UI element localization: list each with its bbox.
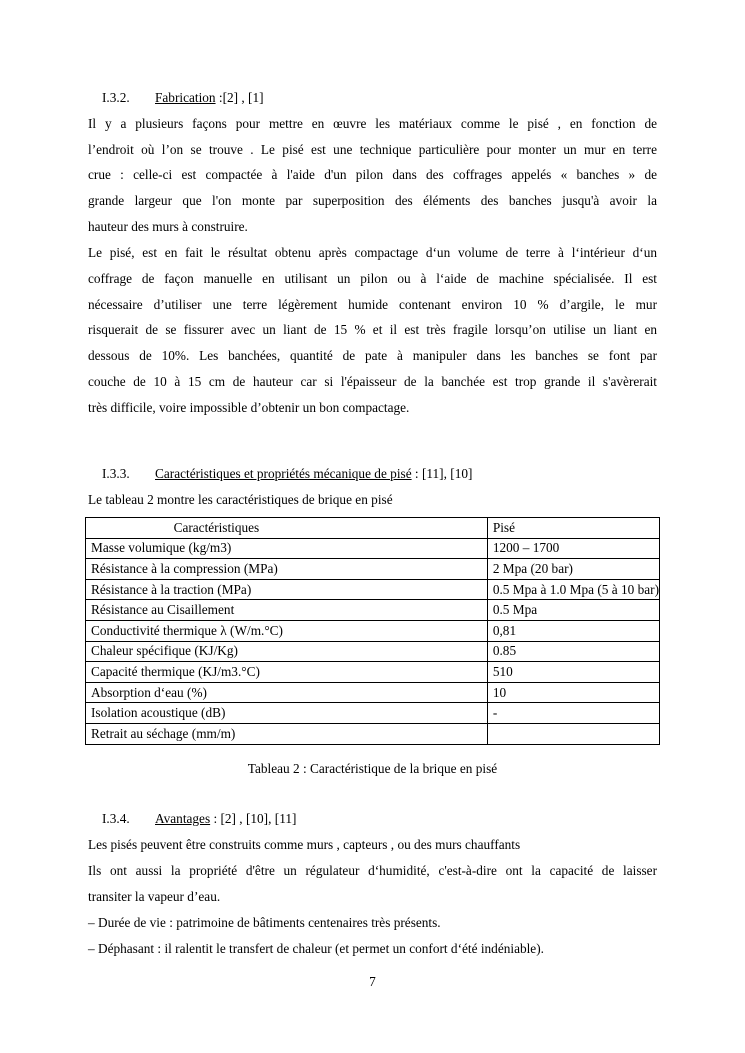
table-cell-value: 10: [487, 682, 659, 703]
list-item: – Déphasant : il ralentit le transfert de chaleur (et permet un confort d‘été indéniable).: [88, 941, 544, 956]
table-cell-value: 2 Mpa (20 bar): [487, 559, 659, 580]
paragraph-line: Les pisés peuvent être construits comme murs , capteurs , ou des murs chauffants: [88, 837, 521, 852]
table-cell-value: 0.5 Mpa à 1.0 Mpa (5 à 10 bar): [487, 579, 659, 600]
table-row: [86, 579, 660, 600]
table-cell-value: 0.5 Mpa: [487, 600, 659, 621]
paragraph-line: Le pisé, est en fait le résultat obtenu après compactage d‘un volume de terre à l‘intérieur d‘un: [88, 245, 657, 260]
paragraph-line: très difficile, voire impossible d’obtenir un bon compactage.: [88, 400, 410, 415]
paragraph-line: grande largeur que l'on monte par superposition des éléments des banches jusqu'à avoir la: [88, 193, 657, 208]
table-cell-property: Résistance à la traction (MPa): [86, 579, 488, 600]
table-cell-property: Résistance au Cisaillement: [86, 600, 488, 621]
section-title: Avantages: [155, 811, 211, 826]
table-cell-value: 0.85: [487, 641, 659, 662]
section-heading-caracteristiques: [102, 465, 472, 483]
table-caption: Tableau 2 : Caractéristique de la brique en pisé: [247, 761, 498, 776]
table-cell-property: Absorption d‘eau (%): [86, 682, 488, 703]
table-cell-property: Chaleur spécifique (KJ/Kg): [86, 641, 488, 662]
table-cell-property: Masse volumique (kg/m3): [86, 538, 488, 559]
section-title: Caractéristiques et propriétés mécanique de pisé: [155, 466, 412, 481]
section-refs: :[2] , [1]: [215, 90, 264, 105]
table-cell-value: 1200 – 1700: [487, 538, 659, 559]
table-row: [86, 703, 660, 724]
section-number: I.3.3.: [102, 466, 130, 481]
table-cell-property: Capacité thermique (KJ/m3.°C): [86, 662, 488, 683]
table-header-cell: Caractéristiques: [86, 518, 488, 539]
table-header-row: [86, 518, 660, 539]
section-refs: : [11], [10]: [411, 466, 473, 481]
section-refs: : [2] , [10], [11]: [210, 811, 297, 826]
list-item: – Durée de vie : patrimoine de bâtiments centenaires très présents.: [88, 915, 441, 930]
page-number: 7: [369, 974, 376, 989]
table-row: [86, 600, 660, 621]
table-row: [86, 641, 660, 662]
paragraph-line: dessous de 10%. Les banchées, quantité de pate à manipuler dans les banches se font par: [88, 348, 657, 363]
section-heading-avantages: [102, 810, 296, 828]
table-row: [86, 620, 660, 641]
section-number: I.3.4.: [102, 811, 130, 826]
table-cell-value: 510: [487, 662, 659, 683]
paragraph-line: Il y a plusieurs façons pour mettre en œuvre les matériaux comme le pisé , en fonction de: [88, 116, 657, 131]
table-cell-value: [487, 723, 659, 744]
table-cell-property: Retrait au séchage (mm/m): [86, 723, 488, 744]
table-cell-property: Isolation acoustique (dB): [86, 703, 488, 724]
table-intro: Le tableau 2 montre les caractéristiques de brique en pisé: [88, 492, 393, 507]
table-row: [86, 723, 660, 744]
paragraph-line: transiter la vapeur d’eau.: [88, 889, 221, 904]
table-row: [86, 682, 660, 703]
table-header-cell: Pisé: [487, 518, 659, 539]
paragraph-line: l’endroit où l’on se trouve . Le pisé est une technique particulière pour monter un mur en terre: [88, 142, 657, 157]
table-cell-property: Conductivité thermique λ (W/m.°C): [86, 620, 488, 641]
paragraph-line: coffrage de façon manuelle en utilisant un pilon ou à l‘aide de machine spécialisée. Il est: [88, 271, 657, 286]
paragraph-line: risquerait de se fissurer avec un liant de 15 % et il est très fragile lorsqu’on utilise un liant en: [88, 322, 657, 337]
section-heading-fabrication: [102, 89, 264, 107]
paragraph-line: Ils ont aussi la propriété d'être un régulateur d‘humidité, c'est-à-dire ont la capacité de laisser: [88, 863, 657, 878]
table-row: [86, 559, 660, 580]
table-cell-property: Résistance à la compression (MPa): [86, 559, 488, 580]
paragraph-line: nécessaire d’utiliser une terre légèrement humide contenant environ 10 % d’argile, le mur: [88, 297, 657, 312]
table-row: [86, 538, 660, 559]
paragraph-line: hauteur des murs à construire.: [88, 219, 248, 234]
table-row: [86, 662, 660, 683]
section-title: Fabrication: [155, 90, 216, 105]
paragraph-line: crue : celle-ci est compactée à l'aide d'un pilon dans des coffrages appelés « banches » de: [88, 167, 657, 182]
section-number: I.3.2.: [102, 90, 130, 105]
table-cell-value: 0,81: [487, 620, 659, 641]
paragraph-line: couche de 10 à 15 cm de hauteur car si l'épaisseur de la banchée est trop grande il s'avèrerait: [88, 374, 657, 389]
table-cell-value: -: [487, 703, 659, 724]
properties-table: [85, 517, 660, 745]
